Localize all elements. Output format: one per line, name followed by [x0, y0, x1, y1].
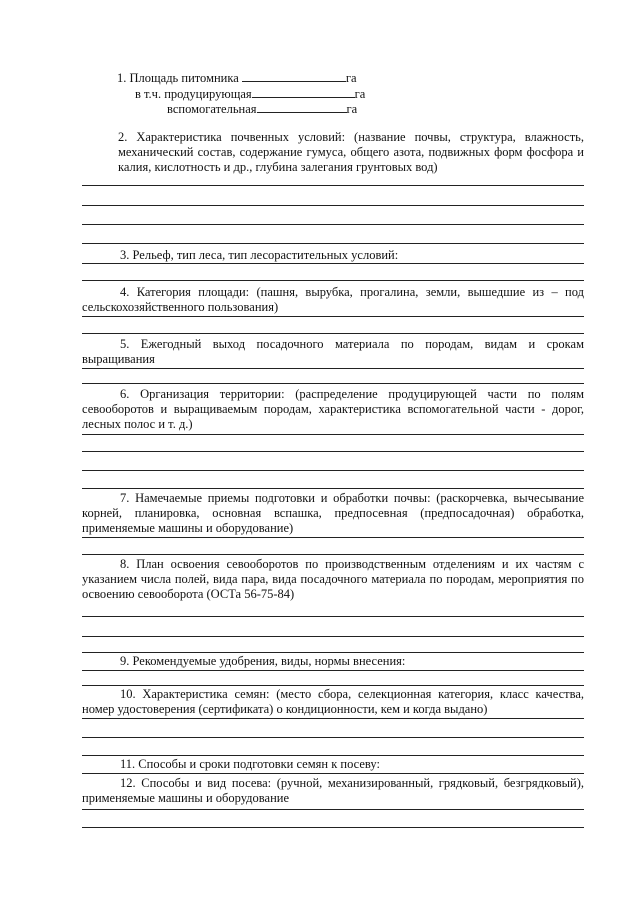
q1-productive-unit: га [354, 87, 366, 101]
q1-productive-label: в т.ч. продуцирующая [135, 87, 252, 101]
q1-area-label: 1. Площадь питомника [117, 71, 239, 85]
q6-text: 6. Организация территории: (распределение продуцирующей части по полям севооборотов и выращиваемым породам, характеристика вспомогательной части - дорог, лесных полос и т. д.) [82, 387, 584, 431]
answer-line[interactable] [82, 280, 584, 281]
q4-text: 4. Категория площади: (пашня, вырубка, прогалина, земли, вышедшие из – под сельскохозяйственного пользования) [82, 285, 584, 314]
answer-line[interactable] [82, 554, 584, 555]
answer-line[interactable] [82, 537, 584, 538]
answer-line[interactable] [82, 470, 584, 471]
q2-text [82, 130, 584, 175]
answer-line[interactable] [82, 737, 584, 738]
answer-line[interactable] [82, 755, 584, 756]
answer-line[interactable] [82, 451, 584, 452]
answer-line[interactable] [82, 224, 584, 225]
q1-area-unit: га [345, 71, 357, 85]
q3-text: 3. Рельеф, тип леса, тип лесорастительных условий: [120, 248, 399, 262]
q9-text: 9. Рекомендуемые удобрения, виды, нормы внесения: [120, 654, 406, 668]
q1-area-row [117, 70, 357, 86]
answer-line[interactable] [82, 243, 584, 244]
q1-productive-field[interactable] [252, 86, 355, 98]
q11-text: 11. Способы и сроки подготовки семян к посеву: [120, 757, 380, 771]
answer-line[interactable] [82, 434, 584, 435]
answer-line[interactable] [82, 809, 584, 810]
answer-line[interactable] [82, 263, 584, 264]
q7-text: 7. Намечаемые приемы подготовки и обработки почвы: (раскорчевка, вычесывание корней, планировка, основная вспашка, предпосевная (предпосадочная) обработка, применяемые машины и оборудование) [82, 491, 584, 535]
q5-text: 5. Ежегодный выход посадочного материала по породам, видам и срокам выращивания [82, 337, 584, 366]
answer-line[interactable] [82, 185, 584, 186]
q8-text: 8. План освоения севооборотов по производственным отделениям и их частям с указанием числа полей, вида пара, вида посадочного материала по породам, мероприятия по освоению севооборота (ОСТа 56-75-84) [82, 557, 584, 601]
q1-auxiliary-field[interactable] [257, 101, 347, 113]
q10-text: 10. Характеристика семян: (место сбора, селекционная категория, класс качества, номер удостоверения (сертификата) о кондиционности, кем и когда выдано) [82, 687, 584, 716]
answer-line[interactable] [82, 488, 584, 489]
q1-auxiliary-row [167, 101, 357, 117]
q2-body: 2. Характеристика почвенных условий: (название почвы, структура, влажность, механический состав, содержание гумуса, общего азота, подвижных форм фосфора и калия, кислотность и др., глубина залегания грунтовых вод) [118, 130, 584, 174]
q1-auxiliary-label: вспомогательная [167, 102, 257, 116]
answer-line[interactable] [82, 773, 584, 774]
answer-line[interactable] [82, 616, 584, 617]
answer-line[interactable] [82, 718, 584, 719]
q12-text: 12. Способы и вид посева: (ручной, механизированный, грядковый, безгрядковый), применяемые машины и оборудование [82, 776, 584, 805]
answer-line[interactable] [82, 652, 584, 653]
answer-line[interactable] [82, 333, 584, 334]
answer-line[interactable] [82, 670, 584, 671]
answer-line[interactable] [82, 383, 584, 384]
answer-line[interactable] [82, 316, 584, 317]
answer-line[interactable] [82, 368, 584, 369]
q1-area-field[interactable] [242, 70, 346, 82]
q1-productive-row [135, 86, 365, 102]
answer-line[interactable] [82, 827, 584, 828]
answer-line[interactable] [82, 685, 584, 686]
q1-auxiliary-unit: га [346, 102, 358, 116]
answer-line[interactable] [82, 205, 584, 206]
answer-line[interactable] [82, 636, 584, 637]
